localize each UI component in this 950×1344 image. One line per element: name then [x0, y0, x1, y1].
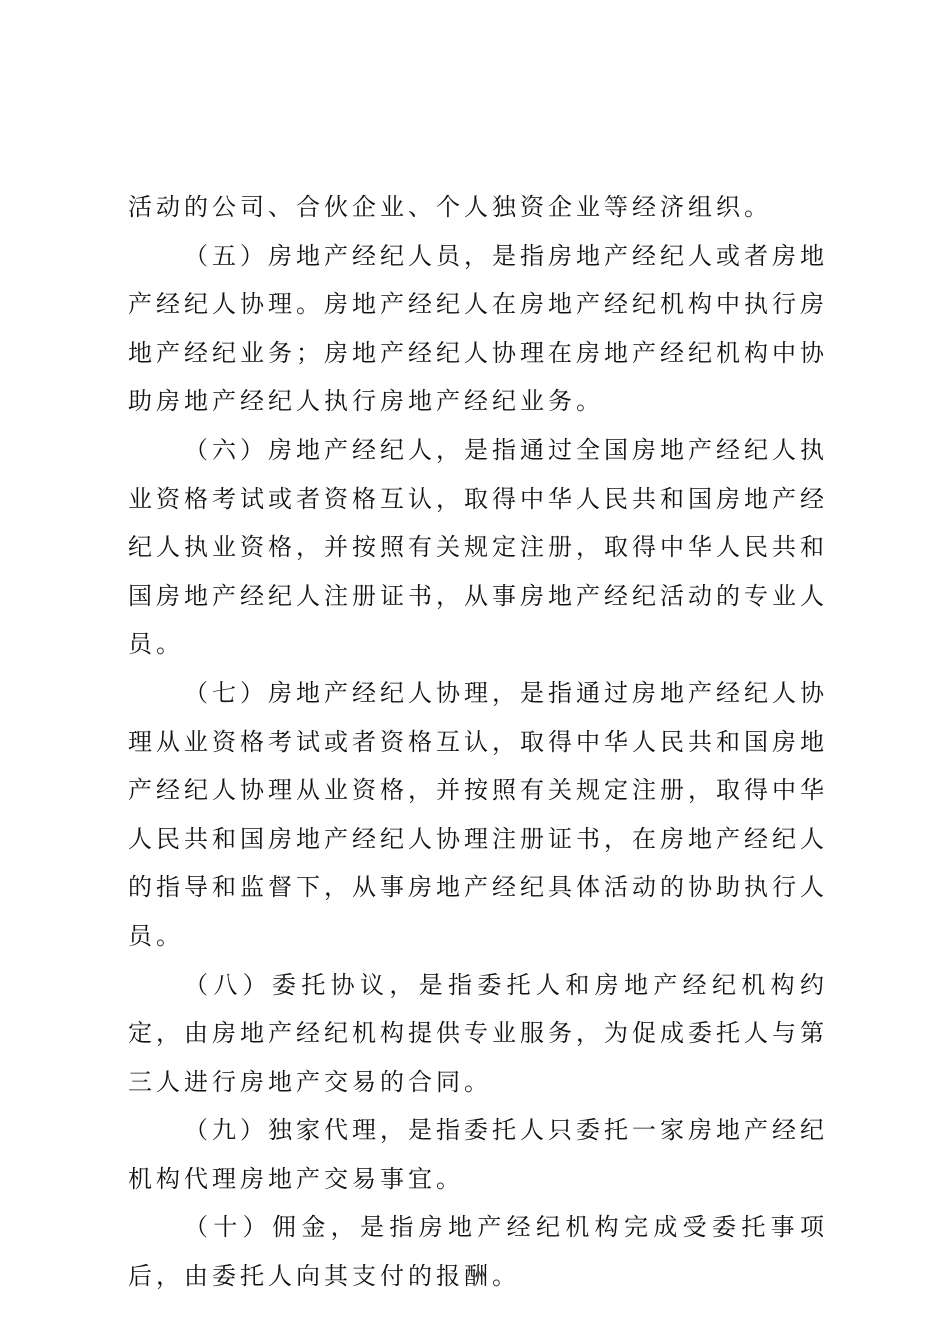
paragraph-continuation: 活动的公司、合伙企业、个人独资企业等经济组织。 [128, 193, 772, 221]
paragraph-item-6: （六）房地产经纪人，是指通过全国房地产经纪人执业资格考试或者资格互认，取得中华人民共和国房地产经纪人执业资格，并按照有关规定注册，取得中华人民共和国房地产经纪人注册证书，从事房地产经纪活动的专业人员。 [128, 435, 828, 659]
paragraph-item-7: （七）房地产经纪人协理，是指通过房地产经纪人协理从业资格考试或者资格互认，取得中华人民共和国房地产经纪人协理从业资格，并按照有关规定注册，取得中华人民共和国房地产经纪人协理注册证书，在房地产经纪人的指导和监督下，从事房地产经纪具体活动的协助执行人员。 [128, 678, 828, 950]
document-body [128, 183, 828, 1301]
paragraph-item-10: （十）佣金，是指房地产经纪机构完成受委托事项后，由委托人向其支付的报酬。 [128, 1213, 828, 1291]
paragraph-item-9: （九）独家代理，是指委托人只委托一家房地产经纪机构代理房地产交易事宜。 [128, 1116, 828, 1193]
paragraph-item-8: （八）委托协议，是指委托人和房地产经纪机构约定，由房地产经纪机构提供专业服务，为促成委托人与第三人进行房地产交易的合同。 [128, 970, 828, 1096]
paragraph-item-5: （五）房地产经纪人员，是指房地产经纪人或者房地产经纪人协理。房地产经纪人在房地产经纪机构中执行房地产经纪业务；房地产经纪人协理在房地产经纪机构中协助房地产经纪人执行房地产经纪业务。 [128, 241, 828, 416]
